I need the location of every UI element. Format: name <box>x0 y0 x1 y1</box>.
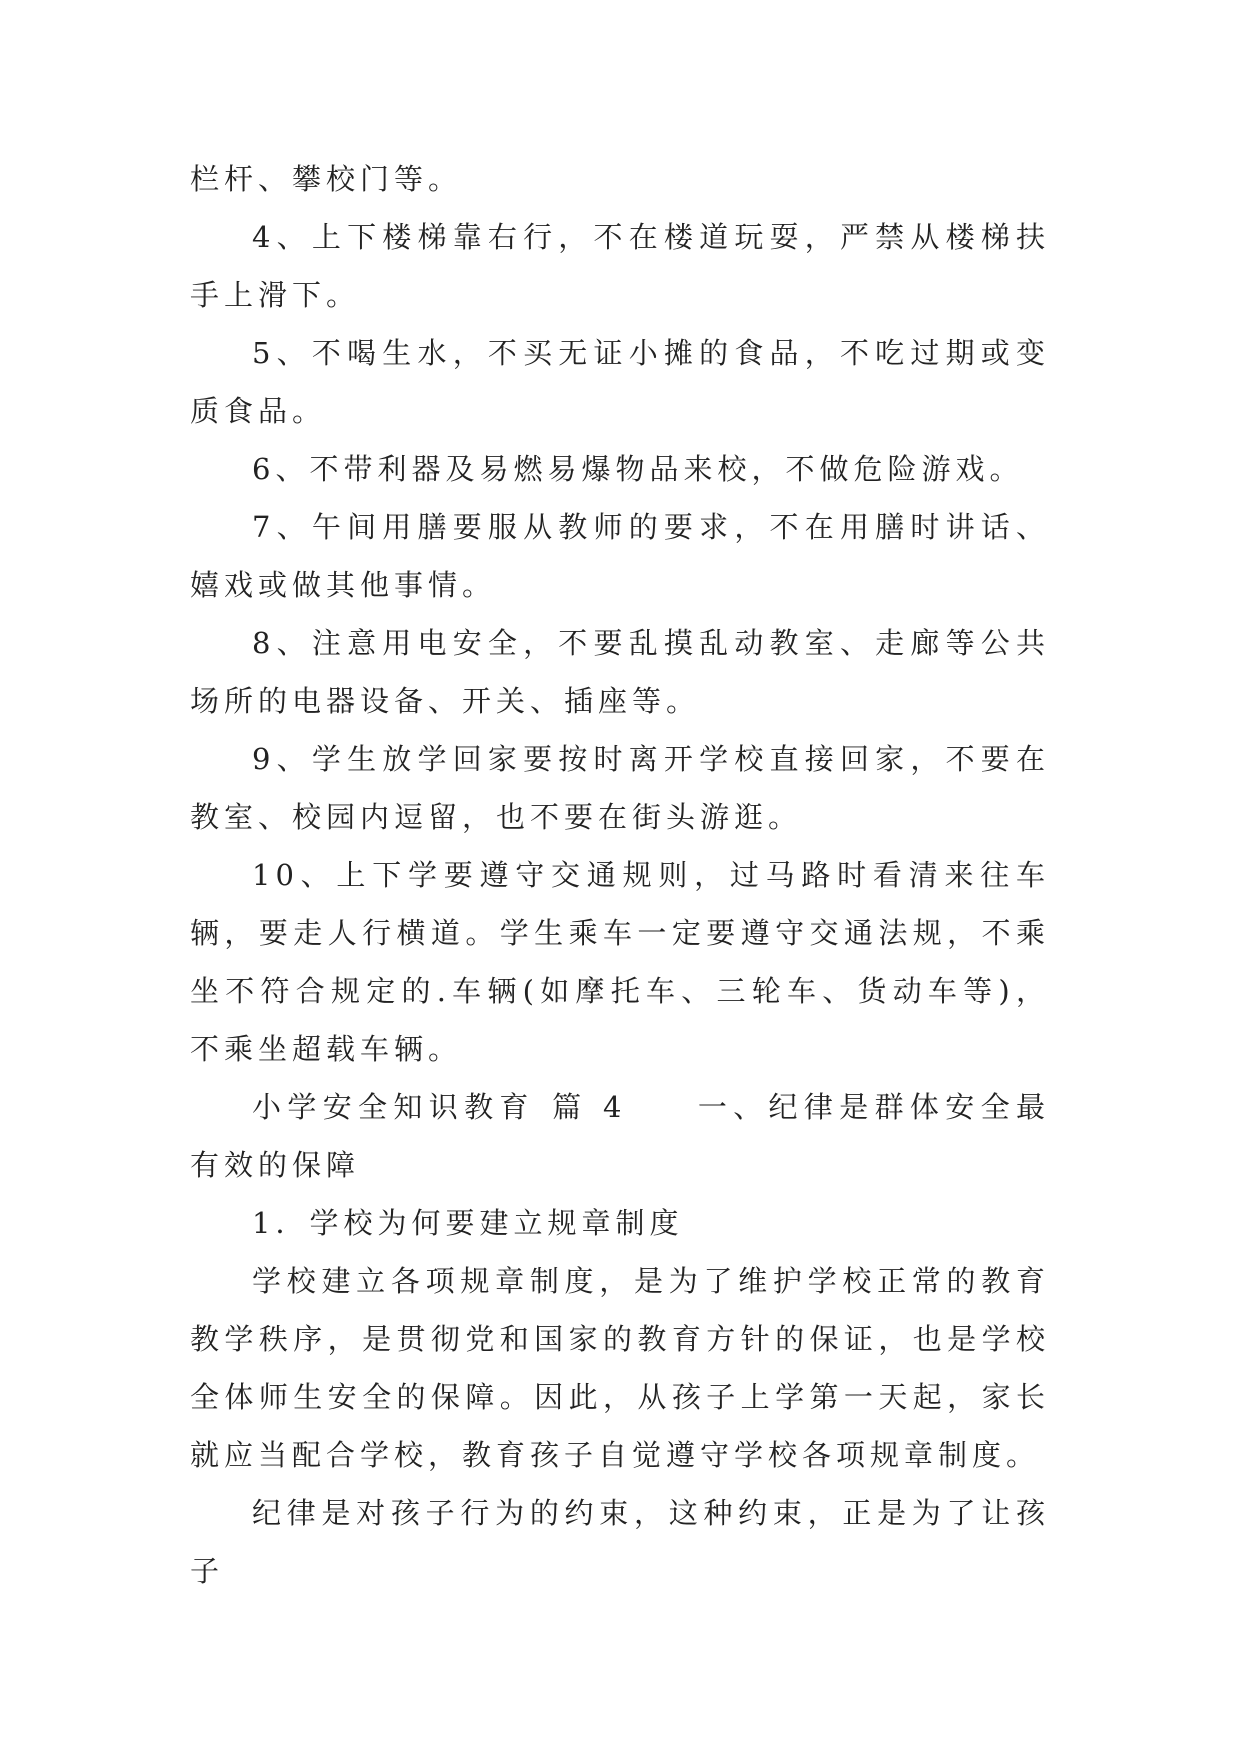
paragraph-continuation: 栏杆、攀校门等。 <box>190 162 463 196</box>
paragraph-discipline: 纪律是对孩子行为的约束，这种约束，正是为了让孩子 <box>190 1496 1050 1588</box>
section-subtitle: 一、纪律是群体安全最有效的保障 <box>190 1090 1050 1182</box>
paragraph-rule-6: 6、不带利器及易燃易爆物品来校，不做危险游戏。 <box>252 452 1024 486</box>
subheading-1: 1．学校为何要建立规章制度 <box>252 1206 684 1240</box>
section-heading <box>190 1078 1050 1194</box>
paragraph-rules-purpose: 学校建立各项规章制度，是为了维护学校正常的教育教学秩序，是贯彻党和国家的教育方针的保证，也是学校全体师生安全的保障。因此，从孩子上学第一天起，家长就应当配合学校，教育孩子自觉遵守学校各项规章制度。 <box>190 1264 1050 1472</box>
section-label: 篇 4 <box>550 1090 627 1124</box>
paragraph-rule-7: 7、午间用膳要服从教师的要求，不在用膳时讲话、嬉戏或做其他事情。 <box>190 510 1050 602</box>
paragraph-rule-9: 9、学生放学回家要按时离开学校直接回家，不要在教室、校园内逗留，也不要在街头游逛。 <box>190 742 1050 834</box>
paragraph-rule-8: 8、注意用电安全，不要乱摸乱动教室、走廊等公共场所的电器设备、开关、插座等。 <box>190 626 1050 718</box>
paragraph-rule-10: 10、上下学要遵守交通规则，过马路时看清来往车辆，要走人行横道。学生乘车一定要遵守交通法规，不乘坐不符合规定的.车辆(如摩托车、三轮车、货动车等)，不乘坐超载车辆。 <box>190 858 1050 1066</box>
document-page <box>190 150 1050 1600</box>
paragraph-rule-5: 5、不喝生水，不买无证小摊的食品，不吃过期或变质食品。 <box>190 336 1050 428</box>
section-title: 小学安全知识教育 <box>252 1090 535 1124</box>
paragraph-rule-4: 4、上下楼梯靠右行，不在楼道玩耍，严禁从楼梯扶手上滑下。 <box>190 220 1050 312</box>
